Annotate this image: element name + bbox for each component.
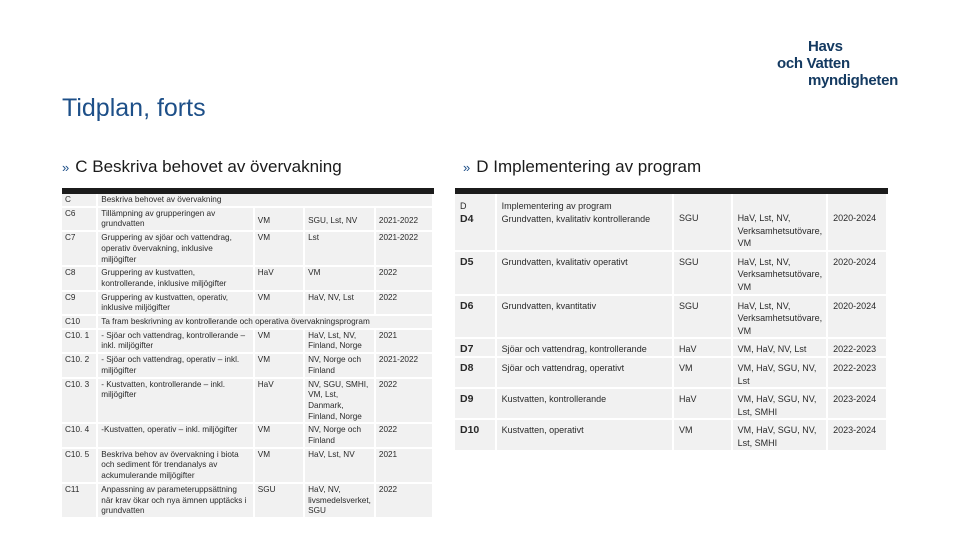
cell-desc: - Sjöar och vattendrag, operativ – inkl. miljögifter — [97, 353, 253, 377]
section-c-label: C Beskriva behovet av övervakning — [75, 157, 342, 176]
cell-participants: HaV, Lst, NV, Verksamhetsutövare, VM — [732, 251, 828, 295]
cell-time: 2022 — [375, 291, 433, 315]
table-row — [455, 295, 887, 339]
cell-code: C6 — [62, 207, 97, 231]
cell-code: D8 — [455, 357, 496, 388]
cell-time: 2021-2022 — [375, 207, 433, 231]
cell-desc: Sjöar och vattendrag, operativt — [496, 357, 673, 388]
havs-och-vatten-logo — [777, 38, 898, 89]
cell-responsible: HaV — [254, 378, 304, 424]
cell-code: C10. 3 — [62, 378, 97, 424]
cell-desc: Gruppering av kustvatten, kontrollerande, inklusive miljögifter — [97, 266, 253, 290]
cell-desc-head: Implementering av program — [501, 201, 612, 211]
cell-desc: Gruppering av kustvatten, operativ, inklusive miljögifter — [97, 291, 253, 315]
cell-responsible: SGU — [673, 295, 732, 339]
cell-participants: NV, SGU, SMHI, VM, Lst, Danmark, Finland, Norge — [304, 378, 375, 424]
cell-responsible: VM — [254, 423, 304, 447]
cell-desc: Tillämpning av grupperingen av grundvatten — [97, 207, 253, 231]
cell-time: 2020-2024 — [827, 191, 887, 251]
cell-responsible: HaV — [673, 338, 732, 357]
table-row — [62, 483, 433, 518]
table-row — [62, 266, 433, 290]
cell-participants: HaV, Lst, NV — [304, 448, 375, 483]
cell-desc: Gruppering av sjöar och vattendrag, operativ övervakning, inklusive miljögifter — [97, 231, 253, 266]
table-row — [455, 419, 887, 450]
table-row — [455, 251, 887, 295]
cell-desc: Kustvatten, operativt — [496, 419, 673, 450]
table-row — [62, 329, 433, 353]
cell-time: 2022-2023 — [827, 338, 887, 357]
cell-participants: NV, Norge och Finland — [304, 353, 375, 377]
cell-code: C8 — [62, 266, 97, 290]
cell-participants: HaV, Lst, NV, Verksamhetsutövare, VM — [732, 295, 828, 339]
cell-participants: VM, HaV, SGU, NV, Lst — [732, 357, 828, 388]
table-row — [62, 207, 433, 231]
cell-responsible: SGU — [673, 191, 732, 251]
cell-responsible: VM — [254, 329, 304, 353]
cell-responsible: HaV — [673, 388, 732, 419]
cell-time: 2020-2024 — [827, 251, 887, 295]
cell-participants: VM, HaV, SGU, NV, Lst, SMHI — [732, 388, 828, 419]
cell-responsible: VM — [254, 207, 304, 231]
cell-code: C9 — [62, 291, 97, 315]
table-row — [62, 231, 433, 266]
cell-code: C10 — [62, 315, 97, 329]
chevron-icon: » — [62, 160, 70, 175]
cell-time: 2023-2024 — [827, 388, 887, 419]
logo-line-2: och Vatten — [776, 55, 850, 72]
cell-responsible: VM — [673, 357, 732, 388]
cell-code: C10. 5 — [62, 448, 97, 483]
cell-code: C10. 4 — [62, 423, 97, 447]
cell-responsible: VM — [254, 291, 304, 315]
cell-time: 2022 — [375, 423, 433, 447]
cell-code: C7 — [62, 231, 97, 266]
section-d-heading — [463, 157, 701, 177]
cell-responsible: HaV — [254, 266, 304, 290]
table-row — [62, 423, 433, 447]
cell-time: 2022 — [375, 378, 433, 424]
cell-desc: Grundvatten, kvalitativ operativt — [496, 251, 673, 295]
cell-participants: NV, Norge och Finland — [304, 423, 375, 447]
cell-responsible: VM — [254, 353, 304, 377]
cell-participants: SGU, Lst, NV — [304, 207, 375, 231]
logo-line-1: Havs — [807, 38, 843, 55]
cell-responsible: VM — [254, 448, 304, 483]
cell-code — [455, 191, 496, 251]
table-row — [455, 388, 887, 419]
table-row — [62, 191, 433, 207]
table-row — [455, 357, 887, 388]
logo-line-3: myndigheten — [807, 72, 898, 89]
cell-desc: Sjöar och vattendrag, kontrollerande — [496, 338, 673, 357]
table-row — [62, 353, 433, 377]
cell-responsible: SGU — [254, 483, 304, 518]
table-row — [62, 291, 433, 315]
cell-desc: Ta fram beskrivning av kontrollerande och operativa övervakningsprogram — [97, 315, 433, 329]
cell-code: D9 — [455, 388, 496, 419]
cell-participants: VM, HaV, SGU, NV, Lst, SMHI — [732, 419, 828, 450]
cell-participants: VM, HaV, NV, Lst — [732, 338, 828, 357]
cell-desc: -Kustvatten, operativ – inkl. miljögifter — [97, 423, 253, 447]
section-d-label: D Implementering av program — [476, 157, 702, 176]
cell-time: 2021 — [375, 329, 433, 353]
cell-responsible: VM — [673, 419, 732, 450]
table-row — [62, 315, 433, 329]
cell-participants: HaV, NV, livsmedelsverket, SGU — [304, 483, 375, 518]
table-row — [62, 448, 433, 483]
cell-code: D5 — [455, 251, 496, 295]
chevron-icon: » — [463, 160, 471, 175]
cell-participants: Lst — [304, 231, 375, 266]
cell-code: C10. 2 — [62, 353, 97, 377]
cell-time: 2022-2023 — [827, 357, 887, 388]
cell-desc: - Kustvatten, kontrollerande – inkl. miljögifter — [97, 378, 253, 424]
cell-desc: Beskriva behovet av övervakning — [97, 191, 433, 207]
table-row — [455, 191, 887, 251]
cell-time: 2022 — [375, 483, 433, 518]
table-c — [62, 188, 434, 519]
cell-time: 2021 — [375, 448, 433, 483]
cell-desc: Beskriva behov av övervakning i biota och sediment för trendanalys av ackumulerande miljögifter — [97, 448, 253, 483]
cell-desc: - Sjöar och vattendrag, kontrollerande – inkl. miljögifter — [97, 329, 253, 353]
cell-code: D6 — [455, 295, 496, 339]
cell-time: 2021-2022 — [375, 353, 433, 377]
cell-code: C11 — [62, 483, 97, 518]
cell-desc — [496, 191, 673, 251]
cell-code-row: D4 — [460, 212, 474, 225]
slide-title: Tidplan, forts — [62, 94, 206, 122]
cell-time: 2022 — [375, 266, 433, 290]
cell-code: C — [62, 191, 97, 207]
cell-code: D7 — [455, 338, 496, 357]
cell-responsible: VM — [254, 231, 304, 266]
table-row — [62, 378, 433, 424]
section-c-heading — [62, 157, 342, 177]
cell-time: 2021-2022 — [375, 231, 433, 266]
cell-participants: HaV, Lst, NV, Finland, Norge — [304, 329, 375, 353]
cell-desc-row: Grundvatten, kvalitativ kontrollerande — [501, 213, 651, 224]
cell-desc: Kustvatten, kontrollerande — [496, 388, 673, 419]
cell-code: C10. 1 — [62, 329, 97, 353]
cell-code-head: D — [460, 201, 467, 211]
table-d — [455, 188, 888, 452]
table-row — [455, 338, 887, 357]
cell-participants: VM — [304, 266, 375, 290]
cell-participants: HaV, NV, Lst — [304, 291, 375, 315]
cell-participants: HaV, Lst, NV, Verksamhetsutövare, VM — [732, 191, 828, 251]
cell-code: D10 — [455, 419, 496, 450]
cell-desc: Grundvatten, kvantitativ — [496, 295, 673, 339]
cell-desc: Anpassning av parameteruppsättning när krav ökar och nya ämnen upptäcks i grundvatten — [97, 483, 253, 518]
cell-time: 2023-2024 — [827, 419, 887, 450]
cell-responsible: SGU — [673, 251, 732, 295]
cell-time: 2020-2024 — [827, 295, 887, 339]
